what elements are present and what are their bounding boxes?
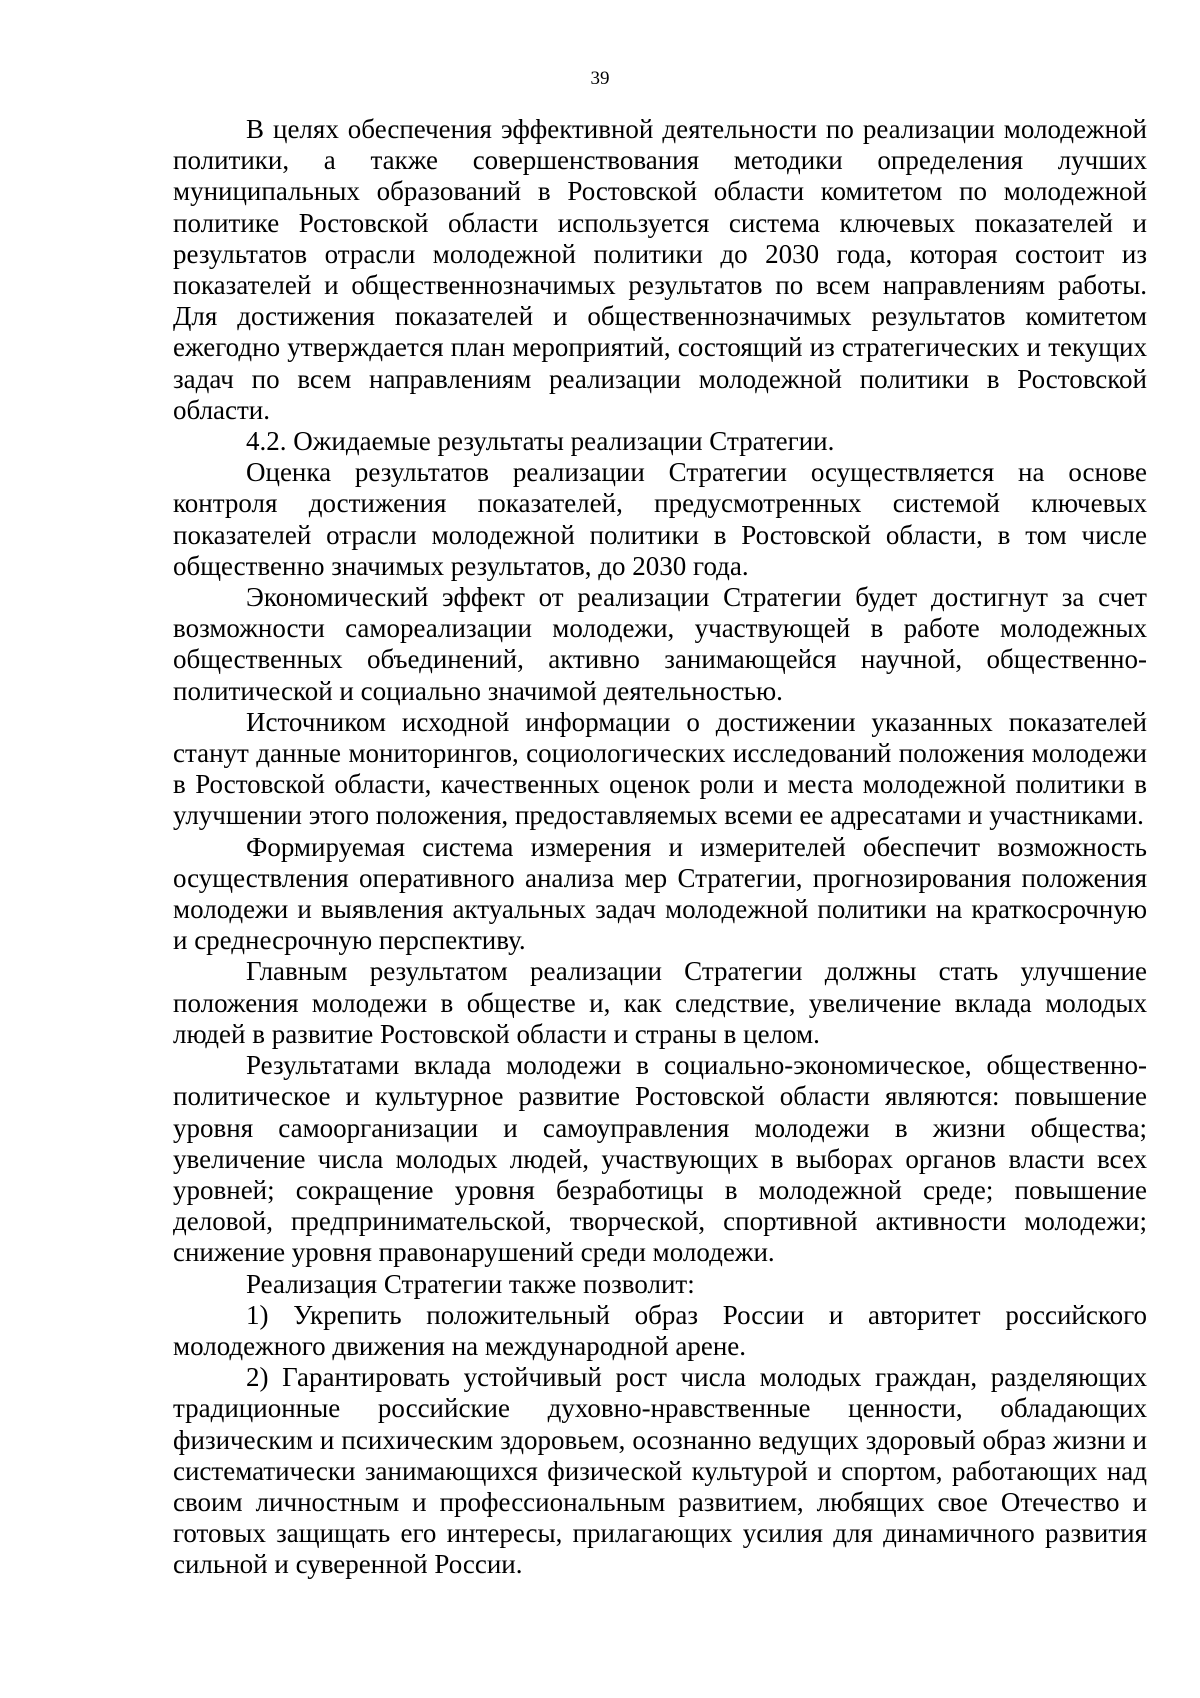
- paragraph-measurement-system: Формируемая система измерения и измерителей обеспечит возможность осуществления оперативного анализа мер Стратегии, прогнозирования положения молодежи и выявления актуальных задач молодежной политики на краткосрочную и среднесрочную перспективу.: [173, 831, 1147, 956]
- paragraph-assessment: Оценка результатов реализации Стратегии осуществляется на основе контроля достижения показателей, предусмотренных системой ключевых показателей отрасли молодежной политики в Ростовской области, в том числе общественно значимых результатов, до 2030 года.: [173, 457, 1147, 581]
- paragraph-intro: В целях обеспечения эффективной деятельности по реализации молодежной политики, а также совершенствования методики определения лучших муниципальных образований в Ростовской области комитетом по молодежной политике Ростовской области используется система ключевых показателей и результатов отрасли молодежной политики до 2030 года, которая состоит из показателей и общественнозначимых результатов по всем направлениям работы. Для достижения показателей и общественнозначимых результатов комитетом ежегодно утверждается план мероприятий, состоящий из стратегических и текущих задач по всем направлениям реализации молодежной политики в Ростовской области.: [173, 114, 1147, 425]
- page-number: 39: [590, 68, 610, 89]
- list-item-1: 1) Укрепить положительный образ России и авторитет российского молодежного движения на международной арене.: [173, 1299, 1147, 1361]
- paragraph-strategy-allows: Реализация Стратегии также позволит:: [246, 1268, 695, 1299]
- paragraph-information-source: Источником исходной информации о достижении указанных показателей станут данные мониторингов, социологических исследований положения молодежи в Ростовской области, качественных оценок роли и места молодежной политики в улучшении этого положения, предоставляемых всеми ее адресатами и участниками.: [173, 706, 1147, 831]
- section-heading-4-2: 4.2. Ожидаемые результаты реализации Стратегии.: [246, 426, 835, 457]
- paragraph-main-result: Главным результатом реализации Стратегии должны стать улучшение положения молодежи в обществе и, как следствие, увеличение вклада молодых людей в развитие Ростовской области и страны в целом.: [173, 956, 1147, 1049]
- list-item-2: 2) Гарантировать устойчивый рост числа молодых граждан, разделяющих традиционные российские духовно-нравственные ценности, обладающих физическим и психическим здоровьем, осознанно ведущих здоровый образ жизни и систематически занимающихся физической культурой и спортом, работающих над своим личностным и профессиональным развитием, любящих свое Отечество и готовых защищать его интересы, прилагающих усилия для динамичного развития сильной и суверенной России.: [173, 1362, 1147, 1580]
- document-body: [173, 114, 1147, 1581]
- paragraph-economic-effect: Экономический эффект от реализации Стратегии будет достигнут за счет возможности самореализации молодежи, участвующей в работе молодежных общественных объединений, активно занимающейся научной, общественно-политической и социально значимой деятельностью.: [173, 582, 1147, 706]
- paragraph-contribution-results: Результатами вклада молодежи в социально-экономическое, общественно-политическое и культурное развитие Ростовской области являются: повышение уровня самоорганизации и самоуправления молодежи в жизни общества; увеличение числа молодых людей, участвующих в выборах органов власти всех уровней; сокращение уровня безработицы в молодежной среде; повышение деловой, предпринимательской, творческой, спортивной активности молодежи; снижение уровня правонарушений среди молодежи.: [173, 1050, 1147, 1268]
